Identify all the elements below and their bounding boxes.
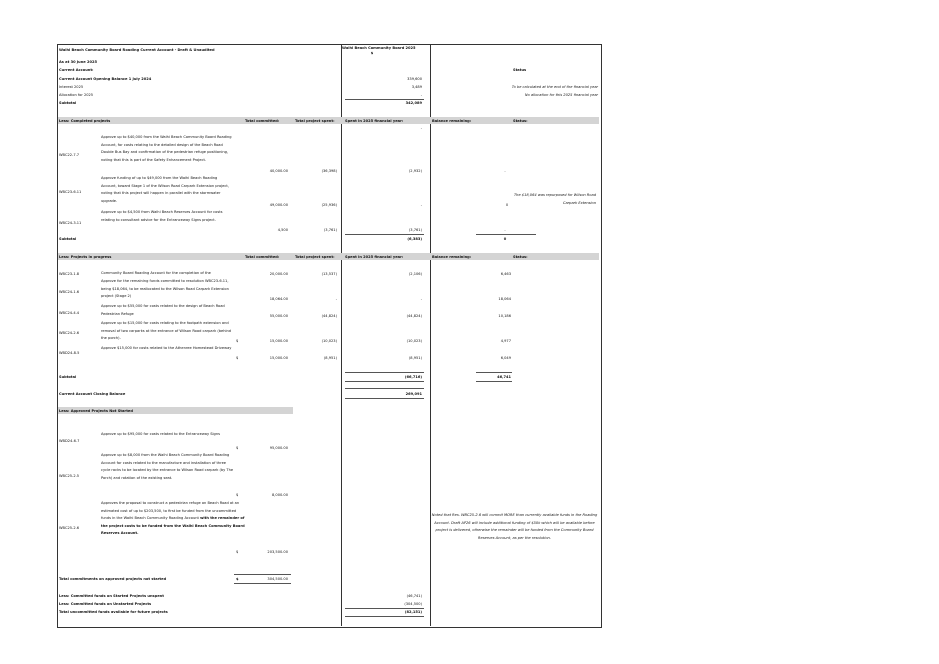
- progress-currency-4: $: [236, 339, 239, 343]
- progress-code-3: WBC24-4.4: [59, 311, 80, 315]
- completed-code-3: WBC24-3.11: [59, 221, 82, 225]
- col-remaining-2: Balance remaining:: [432, 255, 472, 259]
- started-unspent-value: (46,741): [406, 594, 422, 598]
- progress-code-5: WBD24-8.5: [59, 351, 80, 355]
- approved-total-rule: [234, 574, 291, 575]
- approved-total-currency: $: [236, 577, 239, 581]
- completed-spent2025-2: -: [420, 203, 422, 207]
- progress-code-4: WBC24-2.6: [59, 331, 80, 335]
- progress-subtotal-rule: [345, 372, 424, 373]
- completed-spent2025-3: (3,761): [408, 228, 422, 232]
- approved-note-3: Noted that Res. WBC25-2.6 will commit MORE than currently available funds in the Roading Account. Draft AP26 will include additional funding of $50k which will be available before project is delivered, otherwise the remainder will be funded from the Community Board Reserves Account, as per the resolution.: [431, 513, 598, 540]
- completed-remaining-3: -: [504, 228, 506, 232]
- completed-code-1: WBC22-7.7: [59, 153, 80, 157]
- progress-remaining-2: 18,064: [498, 297, 511, 301]
- completed-desc-2: Approve funding of up to $49,000 from the Waihi Beach Roading Account, toward Stage 1 of the Wilson Road Carpark Extension project, noting that this project will happen in parallel with the stormwater upgrade.: [101, 176, 229, 203]
- approved-total-label: Total commitments on approved projects not started: [59, 577, 167, 581]
- progress-subtotal-underline-2: [476, 381, 512, 382]
- closing-underline: [345, 398, 424, 399]
- progress-subtotal-remaining: 46,741: [497, 375, 511, 379]
- col-committed: Total committed:: [245, 119, 280, 123]
- uncommitted-rule: [345, 608, 424, 609]
- progress-subtotal-underline: [345, 381, 424, 382]
- completed-committed-1: 40,000.00: [269, 169, 288, 173]
- approved-currency-2: $: [236, 493, 239, 497]
- completed-subtotal-spent: (6,383): [407, 237, 422, 241]
- approved-code-2: WBC25-2.5: [59, 474, 80, 478]
- completed-committed-2: 49,000.00: [269, 203, 288, 207]
- completed-spent-1: (36,398): [321, 169, 337, 173]
- approved-heading: Less: Approved Projects Not Started: [59, 409, 133, 413]
- approved-desc-3-plain: Approves the proposal to construct a pedestrian refuge on Beach Road at an estimated cost of up to $203,500, to first be funded from the uncommitted funds in the Waihi Beach Community Roading Account: [101, 501, 240, 521]
- progress-remaining-4: 4,977: [500, 339, 511, 343]
- subtotal-value: 342,089: [405, 101, 422, 105]
- subtotal-label: Subtotal: [59, 101, 77, 105]
- progress-desc-1: Community Board Roading Account for the completion of the: [101, 271, 211, 275]
- progress-subtotal-spent: (66,716): [404, 375, 422, 379]
- opening-balance-value: 339,600: [407, 77, 422, 81]
- completed-subtotal-rule: [345, 234, 424, 235]
- completed-spent-3: (3,761): [323, 228, 337, 232]
- progress-desc-3: Approve up to $55,000 for costs related to the design of Beach Road Pedestrian Refuge: [101, 304, 225, 316]
- completed-heading: Less: Completed projects: [59, 119, 111, 123]
- col-committed-2: Total committed:: [245, 255, 280, 259]
- completed-desc-3: Approve up to $4,500 from Waihi Beach Reserves Account for costs relating to consultant advice for the Entranceway Signs project.: [101, 210, 223, 222]
- report-date: As at 30 June 2025: [59, 60, 97, 64]
- uncommitted-underline: [345, 616, 424, 617]
- allocation-value: -: [420, 93, 422, 97]
- completed-spent2025-1: (2,932): [408, 169, 422, 173]
- approved-total-underline: [234, 583, 291, 584]
- col-status: Status:: [513, 119, 528, 123]
- approved-desc-3-bold: with the remainder of the project costs to be funded from the Waihi Beach Community Board Reserves Account.: [101, 516, 245, 536]
- approved-desc-2: Approve up to $8,000 from the Waihi Beach Community Board Roading Account for costs related to the manufacture and installation of three cycle racks to be located by the entrance to Wilson Road carpark (by The Porch) and rotation of the existing seat.: [101, 453, 234, 480]
- col-project-spent-2: Total project spent:: [295, 255, 335, 259]
- progress-spent-5: (8,951): [323, 356, 337, 360]
- progress-remaining-1: 6,463: [500, 272, 511, 276]
- report-title: Waihi Beach Community Board Roading Current Account - Draft & Unaudited: [59, 48, 215, 52]
- interest-label: Interest 2025: [59, 85, 84, 89]
- completed-spent-2: (25,936): [321, 203, 337, 207]
- progress-remaining-5: 6,049: [500, 356, 511, 360]
- unstarted-value: (304,500): [404, 602, 422, 606]
- completed-subtotal-rule-2: [476, 234, 536, 235]
- opening-balance-label: Current Account Opening Balance 1 July 2024: [59, 77, 152, 81]
- closing-rule: [345, 388, 424, 389]
- approved-committed-3: 203,500.00: [267, 550, 288, 554]
- progress-subtotal-label: Subtotal: [59, 375, 77, 379]
- approved-committed-2: 8,000.00: [271, 493, 288, 497]
- allocation-note: No allocation for this 2025 financial year: [524, 93, 598, 97]
- completed-remaining-1: -: [504, 169, 506, 173]
- uncommitted-value: (82,151): [404, 610, 422, 614]
- progress-remaining-3: 10,186: [498, 314, 511, 318]
- progress-desc-2: Approve for the remaining funds committed to resolution WBC23-6.11, being $18,064, to be reallocated to the Wilson Road Carpark Extension project (Stage 2): [101, 279, 229, 299]
- column-currency: $: [370, 51, 374, 55]
- approved-committed-1: 95,000.00: [269, 446, 288, 450]
- col-spent-2025: Spent in 2025 financial year:: [345, 119, 404, 123]
- current-account-label: Current Account:: [59, 68, 94, 72]
- progress-spent2025-5: (8,951): [408, 356, 422, 360]
- progress-spent2025-3: (44,824): [406, 314, 422, 318]
- col-divider-left: [341, 44, 342, 626]
- approved-code-1: WBD24-6.7: [59, 439, 80, 443]
- progress-committed-5: 15,000.00: [269, 356, 288, 360]
- approved-desc-1: Approve up to $95,000 for costs related to the Entranceway Signs: [101, 432, 220, 436]
- col-spent-2025-2: Spent in 2025 financial year:: [345, 255, 404, 259]
- completed-subtotal-remaining: 0: [503, 237, 507, 241]
- status-heading: Status: [513, 68, 527, 72]
- started-unspent-label: Less: Committed funds on Started Projects unspent: [59, 594, 164, 598]
- col-status-2: Status:: [513, 255, 528, 259]
- progress-spent-1: (13,537): [321, 272, 337, 276]
- approved-desc-3: [101, 500, 246, 538]
- uncommitted-label: Total uncommitted funds available for future projects: [59, 610, 168, 614]
- progress-subtotal-rule-2: [476, 372, 512, 373]
- closing-label: Current Account Closing Balance: [59, 392, 126, 396]
- progress-code-2: WBC24-1.6: [59, 290, 80, 294]
- progress-spent-4: (10,023): [321, 339, 337, 343]
- completed-status-2: The $18,064 was repurposed for Wilson Road Carpark Extension: [513, 193, 596, 205]
- completed-desc-1: Approve up to $40,000 from the Waihi Beach Community Board Roading Account, for costs relating to the detailed design of the Beach Road Double Bus Bay and confirmation of the pedestrian refuge positioning, noting that this is part of the Safety Enhancement Project.: [101, 135, 232, 162]
- progress-spent2025-1: (2,106): [408, 272, 422, 276]
- progress-committed-4: 15,000.00: [269, 339, 288, 343]
- col-project-spent: Total project spent:: [295, 119, 335, 123]
- progress-committed-3: 55,000.00: [269, 314, 288, 318]
- progress-code-1: WBC23-1.8: [59, 272, 80, 276]
- approved-code-3: WBC25-2.6: [59, 526, 80, 530]
- approved-total-value: 304,500.00: [267, 577, 288, 581]
- subtotal-rule: [345, 99, 424, 100]
- completed-top-dash: -: [420, 126, 422, 130]
- closing-value: 269,091: [405, 392, 422, 396]
- completed-subtotal-label: Subtotal: [59, 237, 77, 241]
- completed-committed-3: 4,500: [277, 228, 288, 232]
- progress-currency-5: $: [236, 356, 239, 360]
- progress-committed-1: 20,000.00: [269, 272, 288, 276]
- progress-spent2025-2: -: [420, 297, 422, 301]
- interest-value: 3,489: [411, 85, 422, 89]
- progress-desc-4: Approve up to $15,000 for costs relating to the footpath extension and removal of two carparks at the entrance of Wilson Road carpark (behind the porch).: [101, 321, 232, 341]
- progress-heading: Less: Projects in progress: [59, 255, 112, 259]
- completed-remaining-2: 0: [505, 203, 509, 207]
- progress-spent2025-4: (10,023): [406, 339, 422, 343]
- unstarted-label: Less: Committed funds on Unstarted Projects: [59, 602, 152, 606]
- progress-spent-2: -: [335, 297, 337, 301]
- column-title: Waihi Beach Community Board 2025: [342, 46, 416, 50]
- allocation-label: Allocation for 2025: [59, 93, 94, 97]
- col-remaining: Balance remaining:: [432, 119, 472, 123]
- progress-spent-3: (44,824): [321, 314, 337, 318]
- approved-currency-3: $: [236, 550, 239, 554]
- completed-code-2: WBC23-6.11: [59, 190, 82, 194]
- progress-committed-2: 18,064.00: [269, 297, 288, 301]
- approved-currency-1: $: [236, 446, 239, 450]
- interest-note: To be calculated at the end of the financial year: [511, 85, 598, 89]
- progress-desc-5: Approve $15,000 for costs related to the Athenree Homestead Driveway: [101, 346, 232, 350]
